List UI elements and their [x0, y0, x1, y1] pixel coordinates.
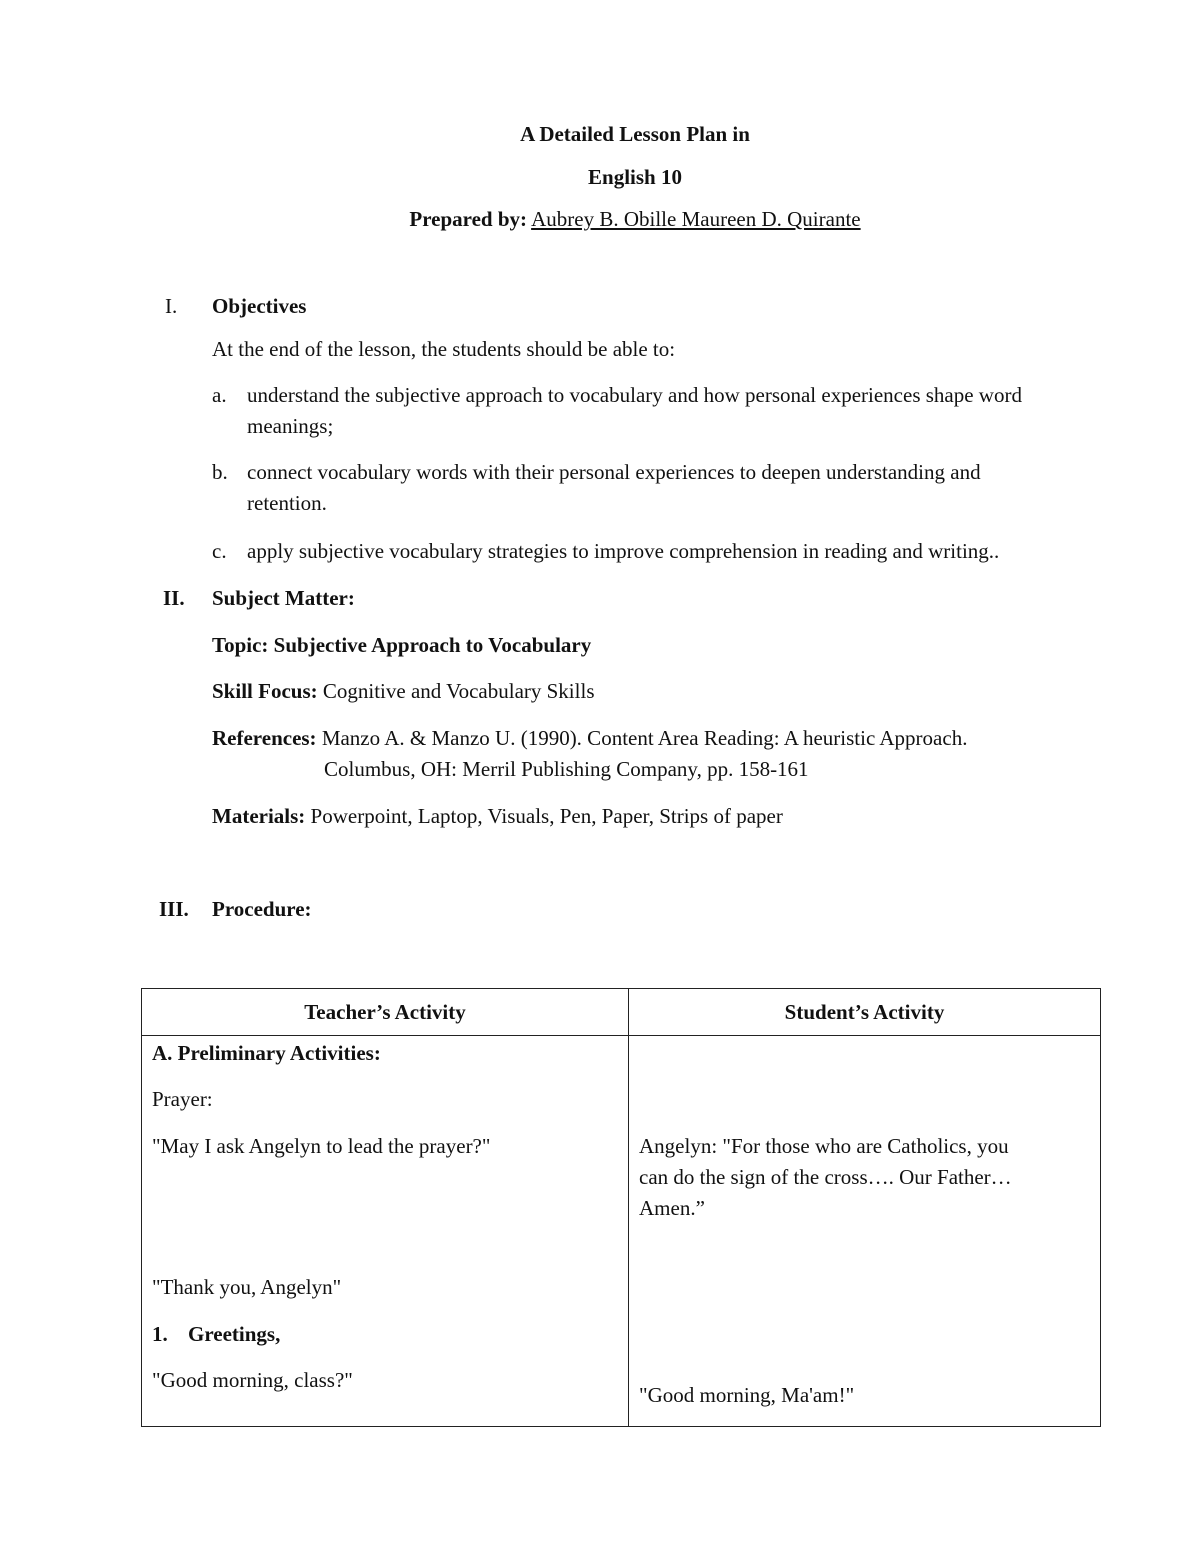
references-line2: Columbus, OH: Merril Publishing Company, pp. 158-161 [324, 757, 809, 781]
student-activity-cell [629, 1036, 1101, 1427]
references-line1: Manzo A. & Manzo U. (1990). Content Area Reading: A heuristic Approach. [321, 726, 968, 750]
objectives-numeral: I. [165, 294, 178, 318]
objectives-heading: Objectives [212, 294, 307, 318]
procedure-heading: Procedure: [212, 897, 312, 921]
procedure-table-row [142, 1036, 1101, 1427]
teacher-activity-cell [142, 1036, 629, 1427]
greetings-heading: Greetings, [188, 1322, 281, 1346]
subject-matter-numeral: II. [163, 586, 185, 610]
document-title: A Detailed Lesson Plan in [520, 122, 750, 146]
objective-letter-a: a. [212, 383, 227, 407]
materials-line [212, 804, 783, 829]
skill-focus-value: Cognitive and Vocabulary Skills [322, 679, 595, 703]
objective-c-line1: apply subjective vocabulary strategies to improve comprehension in reading and writing.. [247, 539, 1000, 563]
prepared-by [0, 207, 1200, 232]
topic-label: Topic: [212, 633, 269, 657]
materials-value: Powerpoint, Laptop, Visuals, Pen, Paper, Strips of paper [310, 804, 783, 828]
prayer-request: "May I ask Angelyn to lead the prayer?" [152, 1134, 491, 1158]
topic-value: Subjective Approach to Vocabulary [273, 633, 592, 657]
subject-matter-heading: Subject Matter: [212, 586, 355, 610]
student-prayer-line1: Angelyn: "For those who are Catholics, you [639, 1134, 1009, 1158]
objectives-intro: At the end of the lesson, the students should be able to: [212, 337, 676, 361]
objective-a-line1: understand the subjective approach to vocabulary and how personal experiences shape word [247, 383, 1022, 407]
thanks-line: "Thank you, Angelyn" [152, 1275, 342, 1299]
objective-b-line1: connect vocabulary words with their personal experiences to deepen understanding and [247, 460, 981, 484]
greetings-number: 1. [152, 1322, 168, 1346]
preliminary-activities-heading: A. Preliminary Activities: [152, 1041, 381, 1065]
teacher-greeting: "Good morning, class?" [152, 1368, 353, 1392]
prayer-label: Prayer: [152, 1087, 213, 1111]
procedure-table-header-row [142, 989, 1101, 1036]
student-greeting-reply: "Good morning, Ma'am!" [639, 1383, 855, 1407]
procedure-table [141, 988, 1101, 1427]
student-prayer-line3: Amen.” [639, 1196, 705, 1220]
procedure-numeral: III. [159, 897, 189, 921]
student-prayer-line2: can do the sign of the cross…. Our Father… [639, 1165, 1012, 1189]
objective-letter-c: c. [212, 539, 227, 563]
teacher-activity-header: Teacher’s Activity [142, 989, 629, 1036]
prepared-by-names: Aubrey B. Obille Maureen D. Quirante [531, 207, 861, 231]
objective-letter-b: b. [212, 460, 228, 484]
references-line [212, 726, 967, 751]
topic-line [212, 633, 591, 658]
document-subtitle: English 10 [588, 165, 682, 189]
objective-b-line2: retention. [247, 491, 327, 515]
materials-label: Materials: [212, 804, 306, 828]
skill-focus-label: Skill Focus: [212, 679, 318, 703]
student-activity-header: Student’s Activity [629, 989, 1101, 1036]
skill-focus-line [212, 679, 595, 704]
objective-a-line2: meanings; [247, 414, 334, 438]
prepared-by-label: Prepared by: [409, 207, 528, 231]
references-label: References: [212, 726, 317, 750]
